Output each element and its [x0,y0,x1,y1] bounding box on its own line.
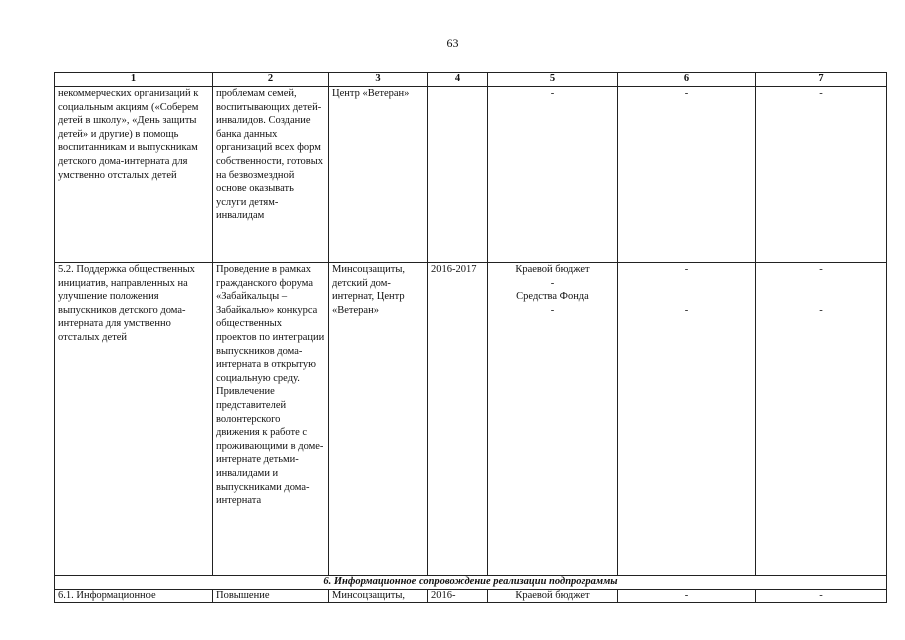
measure-cell: 6.1. Информационное [55,590,213,603]
col6-value-1: - [684,264,689,275]
source-fund-value: - [550,304,555,316]
source-cell [488,263,618,576]
header-row [55,73,887,87]
subprogram-table [54,72,887,603]
column-header-6: 6 [618,73,756,87]
source-cell: Краевой бюджет [488,590,618,603]
source-fund: Средства Фонда [516,291,589,303]
measure-cell: некоммерческих организаций к социальным акциям («Соберем детей в школу», «День защиты детей» и другие) в помощь воспитанникам и выпускникам детского дома-интерната для умственно отсталых детей [55,87,213,263]
executor-cell: Центр «Ветеран» [329,87,428,263]
content-cell: проблемам семей, воспитывающих детей-инвалидов. Создание банка данных организаций всех форм собственности, готовых на безвозмездной основе оказывать услуги детям-инвалидам [213,87,329,263]
executor-cell: Минсоцзащиты, [329,590,428,603]
content-cell: Повышение [213,590,329,603]
col7-cell: - [756,87,887,263]
section-title: 6. Информационное сопровождение реализации подпрограммы [55,576,887,590]
period-cell: 2016- [428,590,488,603]
measure-cell: 5.2. Поддержка общественных инициатив, направленных на улучшение положения выпускников детского дома-интерната для умственно отсталых детей [55,263,213,576]
col7-cell: - [756,590,887,603]
col6-cell [618,263,756,576]
executor-cell: Минсоцзащиты, детский дом-интернат, Центр «Ветеран» [329,263,428,576]
column-header-7: 7 [756,73,887,87]
section-header-row [55,576,887,590]
column-header-1: 1 [55,73,213,87]
col7-cell [756,263,887,576]
source-cell: - [488,87,618,263]
table-row [55,263,887,576]
col6-value-2: - [684,304,689,316]
source-regional-budget-value: - [550,277,555,289]
col7-value-2: - [819,304,823,316]
source-regional-budget: Краевой бюджет [515,264,590,275]
column-header-2: 2 [213,73,329,87]
column-header-3: 3 [329,73,428,87]
column-header-5: 5 [488,73,618,87]
table-row [55,590,887,603]
content-cell: Проведение в рамках гражданского форума «Забайкальцы – Забайкалью» конкурса общественных проектов по интеграции выпускников дома-интерната в открытую социальную среду. Привлечение представителей волонтерского движения к работе с проживающими в доме-интернате детьми-инвалидами и выпускниками дома-интерната [213,263,329,576]
col6-cell: - [618,87,756,263]
page-number: 63 [446,36,459,50]
period-cell: 2016-2017 [428,263,488,576]
col7-value-1: - [819,264,823,275]
column-header-4: 4 [428,73,488,87]
col6-cell: - [618,590,756,603]
table-row [55,87,887,263]
period-cell [428,87,488,263]
